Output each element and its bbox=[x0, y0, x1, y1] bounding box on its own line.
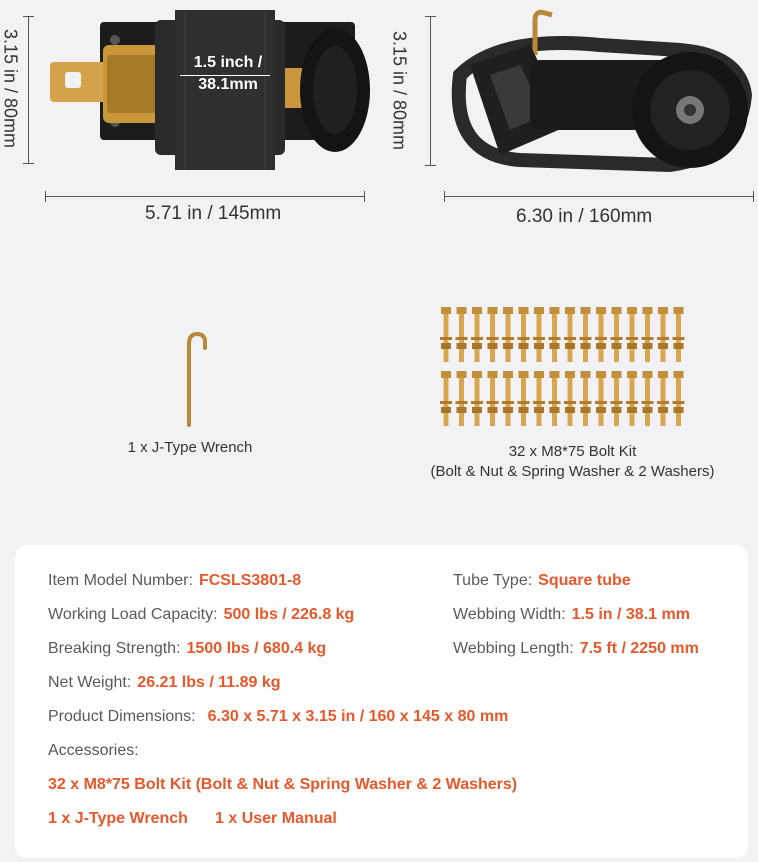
bolt-icon bbox=[518, 307, 530, 362]
ratchet-side-height-label: 3.15 in / 80mm bbox=[389, 30, 410, 151]
ratchet-side-width-label: 6.30 in / 160mm bbox=[516, 206, 653, 227]
ratchet-front-height-line bbox=[28, 16, 29, 164]
bolt-kit-caption-line2: (Bolt & Nut & Spring Washer & 2 Washers) bbox=[430, 463, 715, 480]
bolt-icon bbox=[487, 307, 499, 362]
spec-product-dimensions-value: 6.30 x 5.71 x 3.15 in / 160 x 145 x 80 mm bbox=[207, 708, 509, 725]
webbing-width-callout bbox=[178, 52, 278, 96]
accessory-bolt-kit: 32 x M8*75 Bolt Kit (Bolt & Nut & Spring Washer & 2 Washers) bbox=[48, 776, 518, 793]
spec-breaking-strength-value: 1500 lbs / 680.4 kg bbox=[186, 640, 327, 657]
bolt-icon bbox=[502, 307, 514, 362]
spec-working-load-label: Working Load Capacity: bbox=[48, 606, 218, 623]
bolt-icon bbox=[611, 307, 623, 362]
spec-webbing-length-value: 7.5 ft / 2250 mm bbox=[579, 640, 699, 657]
bolt-icon bbox=[456, 371, 468, 426]
spec-breaking-strength bbox=[48, 640, 326, 658]
bolt-icon bbox=[564, 371, 576, 426]
bolt-icon bbox=[626, 307, 638, 362]
bolt-icon bbox=[549, 307, 561, 362]
spec-product-dimensions-label: Product Dimensions: bbox=[48, 708, 196, 725]
webbing-width-callout-line1: 1.5 inch / bbox=[193, 54, 263, 71]
spec-webbing-length bbox=[453, 640, 699, 658]
bolt-icon bbox=[471, 307, 483, 362]
spec-webbing-width-value: 1.5 in / 38.1 mm bbox=[571, 606, 690, 623]
bolt-icon bbox=[595, 307, 607, 362]
spec-webbing-width-label: Webbing Width: bbox=[453, 606, 566, 623]
bolt-icon bbox=[487, 371, 499, 426]
spec-tube-type-label: Tube Type: bbox=[453, 572, 533, 589]
spec-tube-type bbox=[453, 572, 631, 590]
bolt-icon bbox=[533, 371, 545, 426]
spec-net-weight bbox=[48, 674, 281, 692]
bolt-icon bbox=[440, 371, 452, 426]
spec-item-model bbox=[48, 572, 301, 590]
bolt-icon bbox=[657, 371, 669, 426]
spec-accessories-label: Accessories: bbox=[48, 742, 139, 759]
bolt-kit-caption bbox=[420, 442, 725, 482]
accessory-user-manual: 1 x User Manual bbox=[215, 810, 337, 827]
bolt-icon bbox=[642, 371, 654, 426]
bolt-icon bbox=[518, 371, 530, 426]
bolt-icon bbox=[611, 371, 623, 426]
bolt-icon bbox=[502, 371, 514, 426]
ratchet-side-height-line bbox=[430, 16, 431, 166]
spec-item-model-value: FCSLS3801-8 bbox=[198, 572, 302, 589]
spec-webbing-length-label: Webbing Length: bbox=[453, 640, 574, 657]
spec-net-weight-value: 26.21 lbs / 11.89 kg bbox=[137, 674, 281, 691]
spec-working-load bbox=[48, 606, 354, 624]
spec-product-dimensions bbox=[48, 708, 508, 726]
spec-tube-type-value: Square tube bbox=[538, 572, 631, 589]
accessory-j-type-wrench: 1 x J-Type Wrench bbox=[48, 810, 188, 827]
bolt-icon bbox=[580, 371, 592, 426]
bolt-icon bbox=[549, 371, 561, 426]
bolt-icon bbox=[440, 307, 452, 362]
bolt-kit-caption-line1: 32 x M8*75 Bolt Kit bbox=[508, 443, 637, 460]
webbing-width-callout-line2: 38.1mm bbox=[198, 76, 258, 93]
bolt-icon bbox=[626, 371, 638, 426]
bolt-kit-image bbox=[440, 305, 695, 430]
ratchet-front-width-label: 5.71 in / 145mm bbox=[145, 203, 282, 224]
webbing-width-arrow bbox=[180, 75, 270, 76]
spec-item-model-label: Item Model Number: bbox=[48, 572, 193, 589]
spec-breaking-strength-label: Breaking Strength: bbox=[48, 640, 181, 657]
spec-webbing-width bbox=[453, 606, 690, 624]
spec-net-weight-label: Net Weight: bbox=[48, 674, 132, 691]
j-type-wrench-caption: 1 x J-Type Wrench bbox=[127, 439, 253, 456]
bolt-icon bbox=[533, 307, 545, 362]
bolt-icon bbox=[642, 307, 654, 362]
bolt-icon bbox=[657, 307, 669, 362]
ratchet-side-image bbox=[440, 5, 755, 180]
bolt-icon bbox=[673, 371, 685, 426]
spec-working-load-value: 500 lbs / 226.8 kg bbox=[223, 606, 355, 623]
bolt-icon bbox=[580, 307, 592, 362]
bolt-icon bbox=[471, 371, 483, 426]
bolt-icon bbox=[564, 307, 576, 362]
bolt-icon bbox=[673, 307, 685, 362]
ratchet-front-width-line bbox=[45, 196, 365, 197]
bolt-icon bbox=[595, 371, 607, 426]
ratchet-side-width-line bbox=[444, 196, 754, 197]
bolt-icon bbox=[456, 307, 468, 362]
ratchet-front-height-label: 3.15 in / 80mm bbox=[0, 28, 21, 149]
j-type-wrench-image bbox=[175, 330, 215, 430]
